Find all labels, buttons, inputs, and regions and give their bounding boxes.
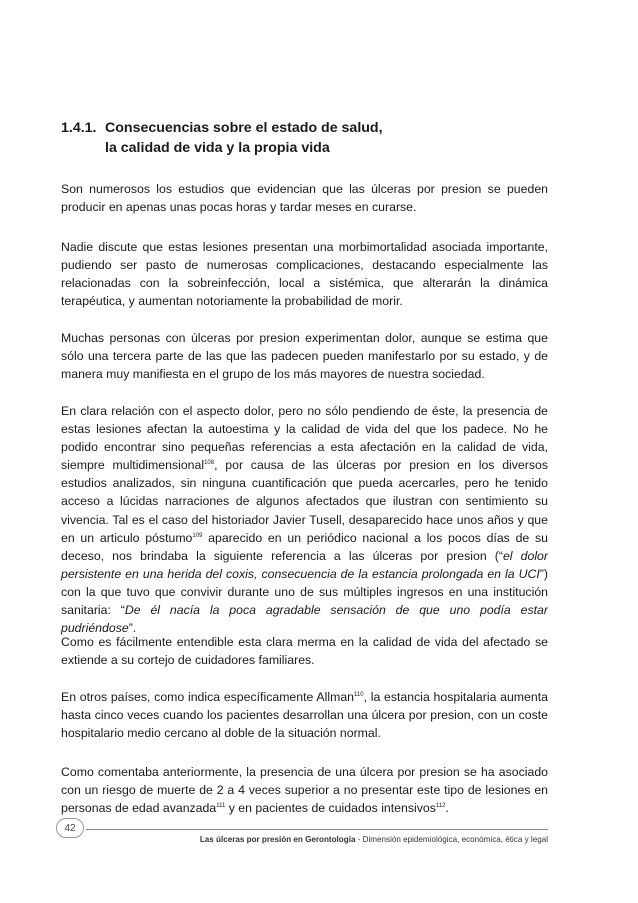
paragraph-6 bbox=[61, 688, 548, 742]
footer-divider bbox=[86, 829, 548, 830]
tusell-quote-2: De él nacía la poca agradable sensación de que uno podía estar pudriéndose bbox=[61, 603, 548, 636]
paragraph-7-text-b: y en pacientes de cuidados intensivos bbox=[225, 801, 436, 816]
running-footer bbox=[86, 834, 548, 845]
footnote-ref-109: 109 bbox=[192, 532, 203, 539]
paragraph-6-text-a: En otros países, como indica específicamente Allman bbox=[61, 690, 354, 704]
section-title-line-2: la calidad de vida y la propia vida bbox=[105, 140, 330, 156]
section-number: 1.4.1. bbox=[61, 120, 97, 136]
footer-book-title: Las úlceras por presión en Gerontología bbox=[199, 835, 356, 844]
paragraph-7-text-c: . bbox=[445, 801, 449, 816]
paragraph-4-text-b: , por causa de las úlceras por presion en los diversos estudios analizados, sin ninguna cuantificación que pueda acercarles, pero he tenido acceso a lúcidas narraciones de algunos afectados que ilustran con sentimiento su vivencia. Tal es el caso del historiador Javier Tusell, desaparecido hace unos años y que en un articulo póstumo bbox=[61, 458, 548, 545]
paragraph-4 bbox=[61, 402, 548, 637]
footnote-ref-108: 108 bbox=[204, 460, 215, 467]
paragraph-7 bbox=[61, 763, 548, 817]
footer-book-subtitle: - Dimensión epidemiológica, económica, ética y legal bbox=[355, 835, 548, 844]
paragraph-5: Como es fácilmente entendible esta clara merma en la calidad de vida del afectado se extiende a su cortejo de cuidadores familiares. bbox=[61, 635, 548, 668]
paragraph-4-text-e: ”. bbox=[128, 621, 137, 636]
paragraph-4-text-c: aparecido en un periódico nacional a los pocos días de su deceso, nos brindaba la siguiente referencia a las úlceras por presion (“ bbox=[61, 530, 548, 563]
page-number: 42 bbox=[56, 818, 84, 838]
paragraph-4-text-a: En clara relación con el aspecto dolor, pero no sólo pendiendo de éste, la presencia de estas lesiones afectan la autoestima y la calidad de vida del que los padece. No he podido encontrar sino pequeñas referencias a esta afectación en la calidad de vida, siempre multidimensional bbox=[61, 404, 548, 473]
paragraph-3: Muchas personas con úlceras por presion experimentan dolor, aunque se estima que sólo una tercera parte de las que las padecen pueden manifestarlo por su estado, y de manera muy manifiesta en el grupo de los más mayores de nuestra sociedad. bbox=[61, 331, 548, 382]
paragraph-1: Son numerosos los estudios que evidencian que las úlceras por presion se pueden producir en apenas unas pocas horas y tardar meses en curarse. bbox=[61, 182, 548, 215]
section-title-line-1: Consecuencias sobre el estado de salud, bbox=[105, 120, 383, 136]
footnote-ref-112: 112 bbox=[435, 803, 446, 810]
paragraph-7-text-a: Como comentaba anteriormente, la presencia de una úlcera por presion se ha asociado con un riesgo de muerte de 2 a 4 veces superior a no presentar este tipo de lesiones en personas de edad avanzada bbox=[61, 765, 548, 816]
tusell-quote-1: el dolor persistente en una herida del coxis, consecuencia de la estancia prolongada en la UCI bbox=[61, 548, 548, 581]
section-heading bbox=[61, 118, 548, 158]
paragraph-4-text-d: ”) con la que tuvo que convivir durante uno de sus múltiples ingresos en una institución sanitaria: “ bbox=[61, 566, 548, 618]
paragraph-2: Nadie discute que estas lesiones presentan una morbimortalidad asociada importante, pudiendo ser pasto de numerosas complicaciones, destacando especialmente las relacionadas con la sobreinfección, local a sistémica, que alterarán la dinámica terapéutica, y aumentan notoriamente la probabilidad de morir. bbox=[61, 240, 548, 309]
footnote-ref-111: 111 bbox=[216, 803, 226, 810]
footnote-ref-110: 110 bbox=[354, 692, 364, 698]
paragraph-6-text-b: , la estancia hospitalaria aumenta hasta cinco veces cuando los pacientes desarrollan una úlcera por presion, con un coste hospitalario medio cercano al doble de la situación normal. bbox=[61, 690, 548, 741]
